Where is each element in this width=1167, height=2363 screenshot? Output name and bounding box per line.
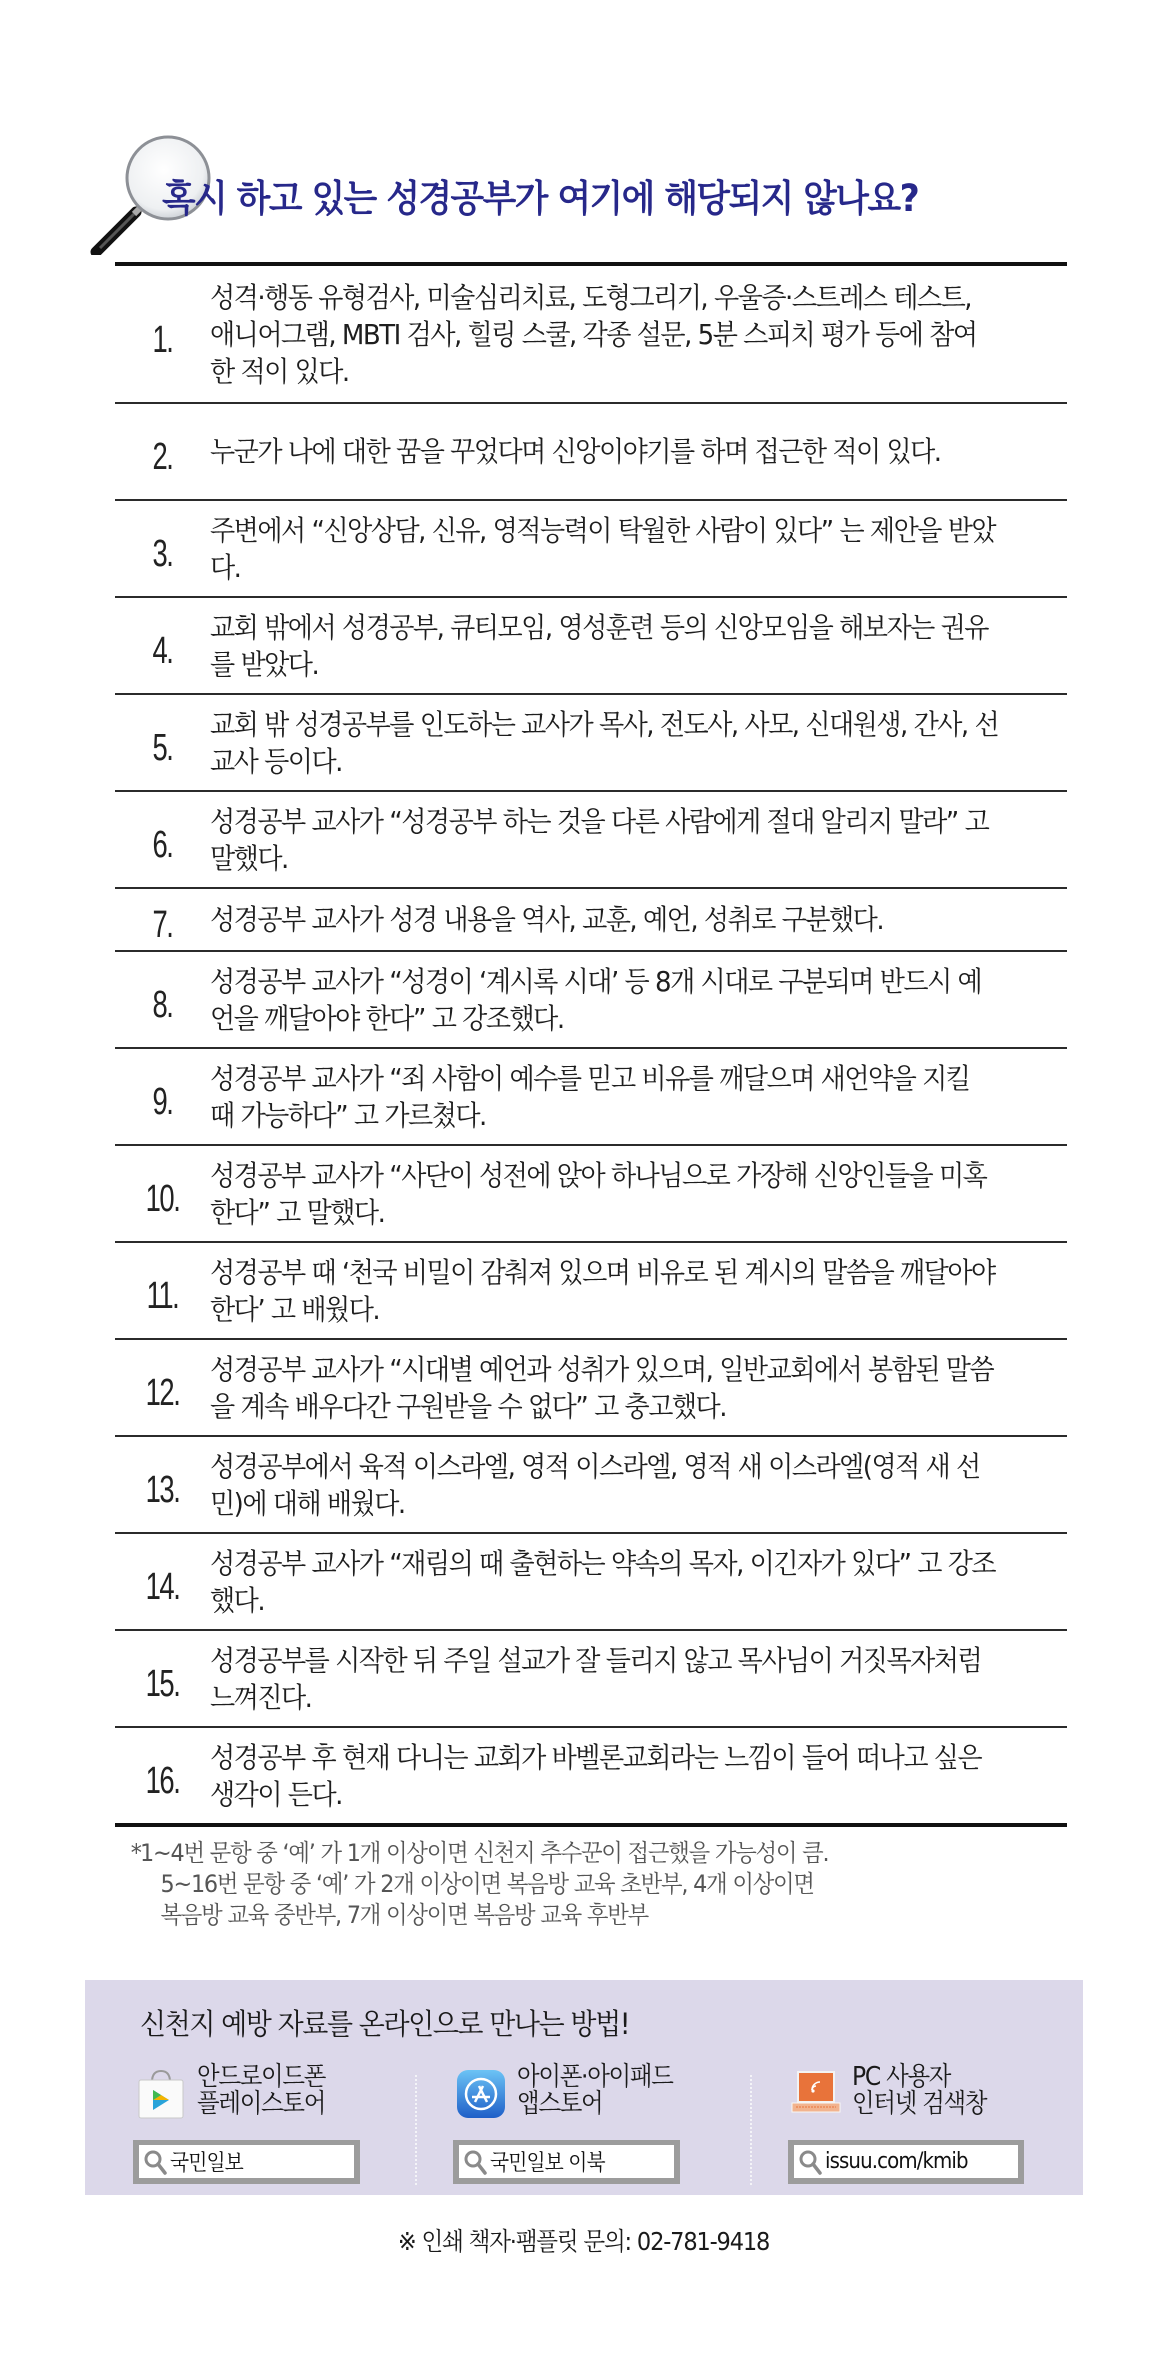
channel-android — [135, 2062, 445, 2188]
item-number: 14. — [145, 1566, 180, 1608]
checklist-item — [115, 693, 1067, 790]
channel-label: 안드로이드폰 플레이스토어 — [197, 2062, 326, 2119]
search-box-app-store[interactable] — [453, 2140, 680, 2184]
item-number: 11. — [146, 1275, 179, 1317]
item-text: 성경공부 교사가 “시대별 예언과 성취가 있으며, 일반교회에서 봉함된 말씀을 계속 배우다간 구원받을 수 없다” 고 충고했다. — [210, 1352, 994, 1423]
item-number: 12. — [145, 1372, 180, 1414]
search-value: 국민일보 — [170, 2151, 243, 2176]
item-text: 성격·행동 유형검사, 미술심리치료, 도형그리기, 우울증·스트레스 테스트, 애니어그램, MBTI 검사, 힐링 스쿨, 각종 설문, 5분 스피치 평가 등에 참여한 적이 있다. — [210, 280, 977, 388]
item-text: 성경공부 때 ‘천국 비밀이 감춰져 있으며 비유로 된 계시의 말씀을 깨달아야 한다’ 고 배웠다. — [210, 1255, 995, 1326]
checklist-item — [115, 1435, 1067, 1532]
item-text: 교회 밖에서 성경공부, 큐티모임, 영성훈련 등의 신앙모임을 해보자는 권유를 받았다. — [210, 610, 988, 681]
checklist-item — [115, 887, 1067, 950]
item-text: 성경공부 교사가 “성경공부 하는 것을 다른 사람에게 절대 알리지 말라” 고 말했다. — [210, 804, 989, 875]
checklist-item — [115, 1532, 1067, 1629]
item-number: 16. — [145, 1760, 180, 1802]
note-line: 복음방 교육 중반부, 7개 이상이면 복음방 교육 후반부 — [160, 1901, 648, 1929]
channel-label: PC 사용자 인터넷 검색창 — [852, 2062, 987, 2119]
page-header — [60, 110, 1060, 260]
item-text: 성경공부에서 육적 이스라엘, 영적 이스라엘, 영적 새 이스라엘(영적 새 선민)에 대해 배웠다. — [210, 1449, 980, 1520]
scoring-note — [130, 1838, 1005, 1931]
item-text: 성경공부 후 현재 다니는 교회가 바벨론교회라는 느낌이 들어 떠나고 싶은 생각이 든다. — [210, 1740, 982, 1811]
item-text: 주변에서 “신앙상담, 신유, 영적능력이 탁월한 사람이 있다” 는 제안을 받았다. — [210, 513, 996, 584]
laptop-icon — [790, 2068, 842, 2120]
online-resources-panel — [85, 1980, 1083, 2195]
checklist-item — [115, 499, 1067, 596]
item-text: 교회 밖 성경공부를 인도하는 교사가 목사, 전도사, 사모, 신대원생, 간사, 선교사 등이다. — [210, 707, 999, 778]
channel-label: 아이폰·아이패드 앱스토어 — [517, 2062, 673, 2119]
item-number: 2. — [152, 436, 173, 478]
item-number: 6. — [152, 824, 173, 866]
checklist-item — [115, 1241, 1067, 1338]
search-icon — [798, 2148, 822, 2176]
checklist-item — [115, 1629, 1067, 1726]
item-text: 성경공부 교사가 “사단이 성전에 앉아 하나님으로 가장해 신앙인들을 미혹 한다” 고 말했다. — [210, 1158, 987, 1229]
item-number: 3. — [152, 533, 173, 575]
search-box-play-store[interactable] — [133, 2140, 360, 2184]
contact-info: ※ 인쇄 책자·팸플릿 문의: 02-781-9418 — [397, 2227, 770, 2256]
search-box-web[interactable] — [788, 2140, 1024, 2184]
checklist-item — [115, 1726, 1067, 1823]
checklist-item — [115, 266, 1067, 402]
item-number: 15. — [145, 1663, 180, 1705]
checklist-item — [115, 1144, 1067, 1241]
item-number: 5. — [152, 727, 173, 769]
item-text: 성경공부 교사가 성경 내용을 역사, 교훈, 예언, 성취로 구분했다. — [210, 903, 884, 936]
play-store-icon — [135, 2068, 187, 2120]
search-value: 국민일보 이북 — [490, 2151, 605, 2176]
channel-ios — [455, 2062, 765, 2188]
item-number: 7. — [152, 904, 173, 946]
item-text: 성경공부 교사가 “죄 사함이 예수를 믿고 비유를 깨달으며 새언약을 지킬 때 가능하다” 고 가르쳤다. — [210, 1061, 970, 1132]
checklist-item — [115, 790, 1067, 887]
page-title: 혹시 하고 있는 성경공부가 여기에 해당되지 않나요? — [162, 177, 919, 220]
checklist-item — [115, 402, 1067, 499]
item-number: 8. — [152, 984, 173, 1026]
item-number: 4. — [152, 630, 173, 672]
note-line: 1~4번 문항 중 ‘예’ 가 1개 이상이면 신천지 추수꾼이 접근했을 가능성이 큼. — [140, 1839, 829, 1867]
search-icon — [143, 2148, 167, 2176]
item-number: 13. — [145, 1469, 180, 1511]
item-text: 성경공부 교사가 “성경이 ‘계시록 시대’ 등 8개 시대로 구분되며 반드시 예언을 깨달아야 한다” 고 강조했다. — [210, 964, 982, 1035]
app-store-icon — [455, 2068, 507, 2120]
search-value: issuu.com/kmib — [825, 2149, 968, 2174]
item-number: 10. — [145, 1178, 180, 1220]
search-icon — [463, 2148, 487, 2176]
checklist-item — [115, 1338, 1067, 1435]
checklist-item — [115, 596, 1067, 693]
item-text: 성경공부를 시작한 뒤 주일 설교가 잘 들리지 않고 목사님이 거짓목자처럼 느껴진다. — [210, 1643, 982, 1714]
item-number: 9. — [152, 1081, 173, 1123]
note-line: 5~16번 문항 중 ‘예’ 가 2개 이상이면 복음방 교육 초반부, 4개 이상이면 — [160, 1870, 814, 1898]
checklist-item — [115, 1047, 1067, 1144]
checklist-table — [115, 262, 1067, 1827]
item-text: 누군가 나에 대한 꿈을 꾸었다며 신앙이야기를 하며 접근한 적이 있다. — [210, 435, 941, 468]
item-number: 1. — [152, 318, 173, 361]
channel-pc — [790, 2062, 1100, 2188]
note-asterisk: * — [130, 1839, 141, 1867]
panel-title: 신천지 예방 자료를 온라인으로 만나는 방법! — [140, 2007, 630, 2041]
item-text: 성경공부 교사가 “재림의 때 출현하는 약속의 목자, 이긴자가 있다” 고 강조했다. — [210, 1546, 996, 1617]
checklist-item — [115, 950, 1067, 1047]
